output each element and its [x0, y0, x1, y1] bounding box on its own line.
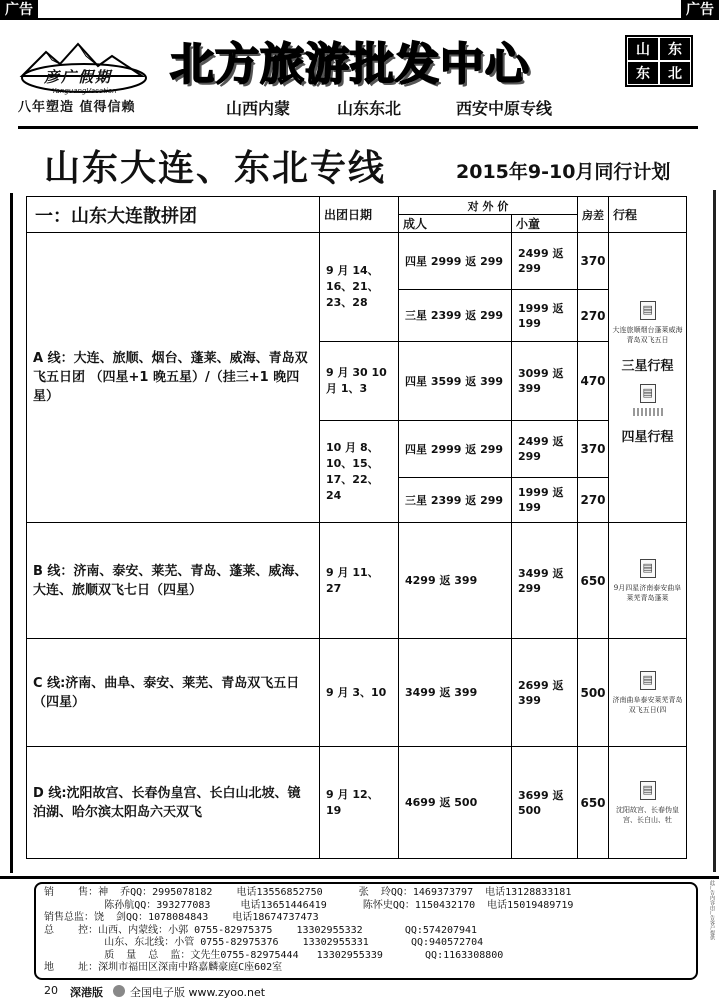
child-price: 2499 返 299 [512, 233, 578, 290]
itinerary-link-3star[interactable]: 三星行程 [621, 358, 674, 374]
child-price: 2699 返 399 [512, 639, 578, 747]
edition-label: 深港版 [70, 986, 103, 999]
itinerary-cell [609, 747, 687, 859]
contact-box [34, 882, 698, 980]
region-char: 东 [659, 37, 691, 61]
contact-line: 地 址：深圳市福田区深南中路嘉麟豪庭C座602室 [44, 962, 283, 973]
adult-price: 3499 返 399 [399, 639, 512, 747]
itinerary-caption[interactable]: 沈阳故宫、长春伪皇宫、长白山、牡 [616, 805, 680, 824]
ad-tag-left: 广告 [0, 0, 38, 20]
header [0, 22, 719, 120]
document-icon[interactable] [640, 671, 656, 690]
child-price: 1999 返 199 [512, 290, 578, 342]
departure-dates: 10 月 8、10、15、17、22、24 [320, 421, 399, 523]
broken-image-icon [633, 408, 663, 416]
child-price: 2499 返 299 [512, 421, 578, 478]
route-tag: 西安中原专线 [456, 99, 553, 118]
adult-price: 4699 返 500 [399, 747, 512, 859]
tour-table [26, 196, 687, 859]
col-room-header: 房差 [578, 197, 609, 233]
adult-price: 四星 2999 返 299 [399, 233, 512, 290]
room-diff: 270 [578, 290, 609, 342]
col-date-header: 出团日期 [320, 197, 399, 233]
subtitle: 山东大连、东北专线 [44, 148, 387, 189]
footer [0, 984, 719, 1000]
route-description: A 线：大连、旅顺、烟台、蓬莱、威海、青岛双飞五日团 （四星+1 晚五星）/（挂三+1 晚四星） [27, 233, 320, 523]
adult-price: 四星 3599 返 399 [399, 342, 512, 421]
contact-line: 销 售：神 乔QQ：2995078182 电话13556852750 张 玲QQ：1469373797 电话13128833181 [44, 887, 572, 898]
region-char: 东 [627, 61, 659, 85]
itinerary-link-4star[interactable]: 四星行程 [621, 429, 674, 445]
region-char: 北 [659, 61, 691, 85]
document-icon[interactable] [640, 384, 656, 403]
logo-sub: YanguangVacation [52, 87, 117, 95]
section-title: 一：山东大连散拼团 [27, 197, 320, 233]
itinerary-cell [609, 233, 687, 523]
route-tag: 山东东北 [337, 99, 402, 118]
contact-line: 总 控：山西、内蒙线：小郭 0755-82975375 13302955332 QQ:574207941 [44, 924, 478, 936]
departure-dates: 9 月 3、10 [320, 639, 399, 747]
region-seal [625, 35, 693, 87]
route-description: B 线：济南、泰安、莱芜、青岛、蓬莱、威海、大连、旅顺双飞七日（四星） [27, 523, 320, 639]
divider [0, 876, 719, 879]
child-price: 3699 返 500 [512, 747, 578, 859]
adult-price: 四星 2999 返 299 [399, 421, 512, 478]
document-icon[interactable] [640, 559, 656, 578]
ad-tag-right: 广告 [681, 0, 719, 20]
col-adult-header: 成人 [399, 215, 512, 233]
publication-logo-icon [113, 985, 125, 997]
room-diff: 650 [578, 523, 609, 639]
departure-dates: 9 月 12、19 [320, 747, 399, 859]
side-note: 此广告内容由广告客户提供 [709, 880, 715, 940]
main-title: 北方旅游批发中心 [170, 39, 530, 90]
table-row [27, 639, 687, 747]
departure-dates: 9 月 30 10 月 1、3 [320, 342, 399, 421]
contact-line: 陈孙航QQ：393277083 电话13651446419 陈怀史QQ：1150432170 电话15019489719 [44, 899, 574, 911]
page-number: 20 [44, 984, 58, 997]
itinerary-cell [609, 639, 687, 747]
itinerary-caption[interactable]: 济南曲阜泰安莱芜青岛双飞五日(四 [612, 695, 683, 714]
room-diff: 500 [578, 639, 609, 747]
table-row [27, 233, 687, 290]
document-icon[interactable] [640, 781, 656, 800]
route-description: C 线:济南、曲阜、泰安、莱芜、青岛双飞五日（四星） [27, 639, 320, 747]
route-tag: 山西内蒙 [226, 99, 291, 118]
adult-price: 4299 返 399 [399, 523, 512, 639]
slogan: 八年塑造 值得信赖 [18, 100, 136, 115]
room-diff: 470 [578, 342, 609, 421]
col-child-header: 小童 [512, 215, 578, 233]
room-diff: 370 [578, 233, 609, 290]
itinerary-caption: 大连旅顺烟台蓬莱威海青岛双飞五日 [612, 325, 683, 344]
logo-brand: 彦广假期 [44, 68, 113, 86]
room-diff: 650 [578, 747, 609, 859]
itinerary-cell [609, 523, 687, 639]
col-price-header: 对 外 价 [399, 197, 578, 215]
plan-period: 2015年9-10月同行计划 [456, 161, 671, 183]
left-border [10, 193, 13, 873]
departure-dates: 9 月 11、27 [320, 523, 399, 639]
departure-dates: 9 月 14、16、21、23、28 [320, 233, 399, 342]
room-diff: 370 [578, 421, 609, 478]
contact-line: 山东、东北线：小管 0755-82975376 13302955331 QQ:940572704 [44, 937, 484, 948]
col-itinerary-header: 行程 [609, 197, 687, 233]
region-char: 山 [627, 37, 659, 61]
top-bar [0, 0, 719, 20]
table-row [27, 747, 687, 859]
child-price: 3499 返 299 [512, 523, 578, 639]
child-price: 3099 返 399 [512, 342, 578, 421]
child-price: 1999 返 199 [512, 478, 578, 523]
route-description: D 线:沈阳故宫、长春伪皇宫、长白山北坡、镜泊湖、哈尔滨太阳岛六天双飞 [27, 747, 320, 859]
contact-line: 销售总监：饶 剑QQ：1078084843 电话18674737473 [44, 912, 319, 923]
adult-price: 三星 2399 返 299 [399, 478, 512, 523]
room-diff: 270 [578, 478, 609, 523]
contact-line: 质 量 总 监：文先生0755-82975444 13302955339 QQ:1163308800 [44, 949, 504, 961]
document-icon[interactable] [640, 301, 656, 320]
table-row [27, 523, 687, 639]
website-link[interactable]: 全国电子版 www.zyoo.net [130, 986, 266, 999]
itinerary-caption[interactable]: 9月四星济南泰安曲阜莱芜青岛蓬莱 [613, 583, 682, 602]
divider [18, 126, 698, 129]
adult-price: 三星 2399 返 299 [399, 290, 512, 342]
